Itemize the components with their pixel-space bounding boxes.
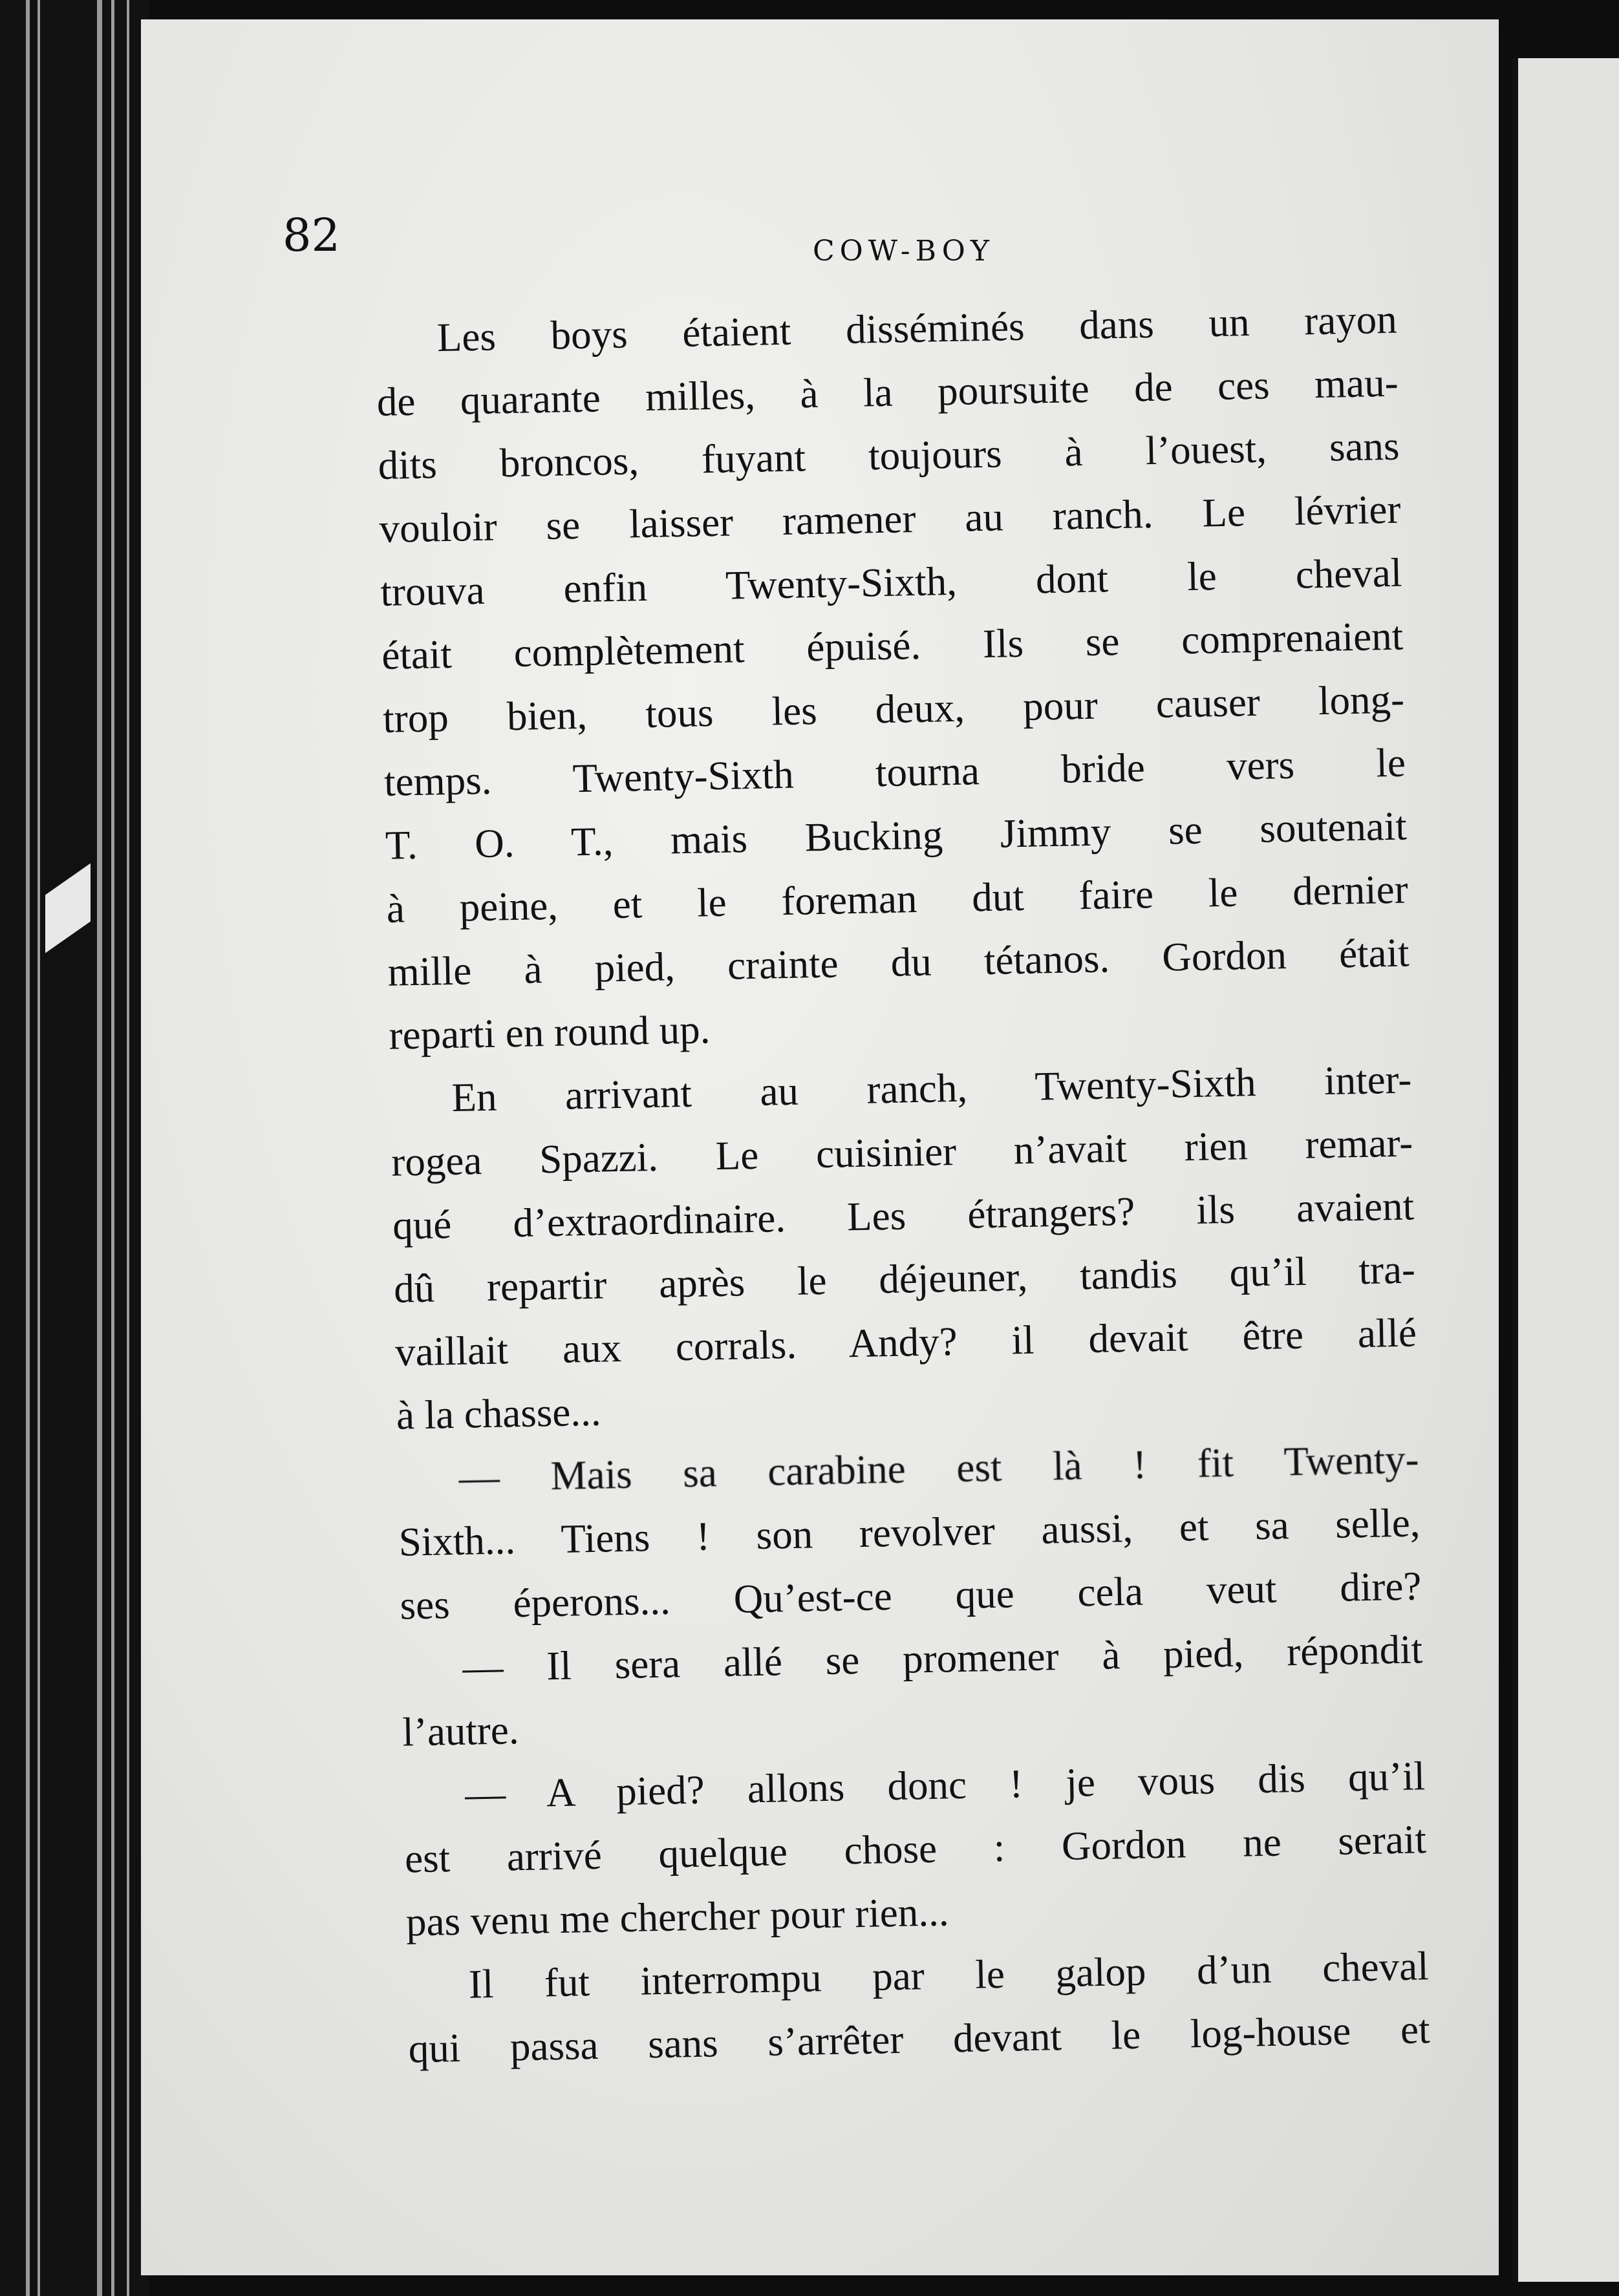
text-line: Les boys étaient disséminés dans un rayon xyxy=(436,296,1398,361)
page-number: 82 xyxy=(283,209,341,262)
text-line: dits broncos, fuyant toujours à l’ouest, sans xyxy=(378,423,1400,488)
text-line: vaillait aux corrals. Andy? il devait être allé xyxy=(394,1310,1417,1375)
text-line: reparti en round up. xyxy=(388,1006,711,1058)
text-line: — Mais sa carabine est là ! fit Twenty- xyxy=(458,1436,1420,1500)
text-line: dû repartir après le déjeuner, tandis qu’il tra- xyxy=(393,1246,1416,1312)
text-line: de quarante milles, à la poursuite de ces mau- xyxy=(376,359,1399,425)
text-line: l’autre. xyxy=(402,1707,520,1755)
text-line: mille à pied, crainte du tétanos. Gordon était xyxy=(387,930,1410,995)
book-binding xyxy=(0,0,149,2296)
text-line: est arrivé quelque chose : Gordon ne serait xyxy=(404,1816,1427,1882)
text-line: trop bien, tous les deux, pour causer long- xyxy=(382,676,1405,741)
text-line: rogea Spazzi. Le cuisinier n’avait rien remar- xyxy=(391,1120,1413,1185)
text-line: ses éperons... Qu’est-ce que cela veut dire? xyxy=(399,1563,1422,1628)
body-text xyxy=(375,288,1430,2081)
text-line: temps. Twenty-Sixth tourna bride vers le xyxy=(383,739,1406,805)
running-head xyxy=(283,209,1239,267)
text-line: — A pied? allons donc ! je vous dis qu’il xyxy=(464,1753,1426,1817)
text-line: vouloir se laisser ramener au ranch. Le lévrier xyxy=(378,486,1401,551)
text-line: — Il sera allé se promener à pied, répondit xyxy=(462,1626,1423,1690)
text-line: Il fut interrompu par le galop d’un cheval xyxy=(468,1943,1430,2007)
text-line: Sixth... Tiens ! son revolver aussi, et sa selle, xyxy=(398,1500,1421,1565)
text-line: à la chasse... xyxy=(396,1388,602,1438)
text-line: En arrivant au ranch, Twenty-Sixth inter- xyxy=(451,1056,1412,1120)
text-line: qui passa sans s’arrêter devant le log-house et xyxy=(408,2006,1431,2072)
text-line: était complètement épuisé. Ils se comprenaient xyxy=(381,613,1404,678)
text-line: qué d’extraordinaire. Les étrangers? ils avaient xyxy=(392,1183,1415,1248)
text-line: trouva enfin Twenty-Sixth, dont le cheval xyxy=(380,549,1402,615)
text-line: à peine, et le foreman dut faire le dernier xyxy=(386,866,1409,931)
adjacent-page-edge xyxy=(1512,58,1619,2282)
text-line: pas venu me chercher pour rien... xyxy=(405,1889,950,1945)
text-line: T. O. T., mais Bucking Jimmy se soutenait xyxy=(385,803,1408,868)
running-title: COW-BOY xyxy=(813,235,994,268)
